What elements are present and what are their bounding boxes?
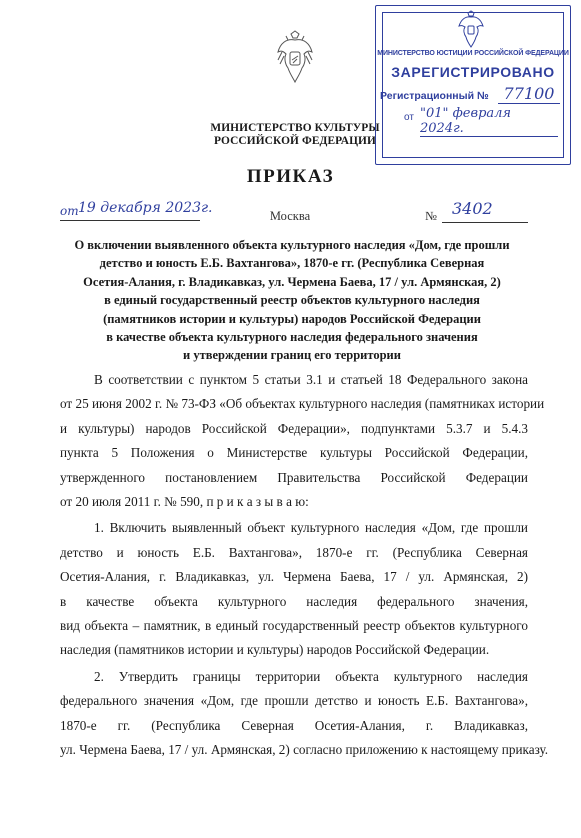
item-2-paragraph xyxy=(60,665,549,763)
order-date-prefix: от xyxy=(60,204,79,218)
body-line: пункта 5 Положения о Министерстве культуры Российской Федерации, xyxy=(60,445,528,461)
ministry-line-2: РОССИЙСКОЙ ФЕДЕРАЦИИ xyxy=(214,135,376,147)
body-line: детство и юность Е.Б. Вахтангова», 1870-е гг. (Республика Северная xyxy=(60,544,528,560)
stamp-date-label: от xyxy=(404,112,414,123)
body-line: В соответствии с пунктом 5 статьи 3.1 и статьей 18 Федерального закона xyxy=(94,372,528,387)
body-line: вид объекта – памятник, в единый государственный реестр объектов культурного xyxy=(60,618,528,634)
heading-line: в качестве объекта культурного наследия федерального значения xyxy=(106,330,478,345)
ministry-line-1: МИНИСТЕРСТВО КУЛЬТУРЫ xyxy=(210,122,380,134)
body-line: 2. Утвердить границы территории объекта культурного наследия xyxy=(94,668,528,684)
stamp-date: "01" февраля 2024г. xyxy=(420,106,558,137)
heading-line: О включении выявленного объекта культурного наследия «Дом, где прошли xyxy=(74,238,510,252)
body-line: от 25 июня 2002 г. № 73-ФЗ «Об объектах культурного наследия (памятниках истории xyxy=(60,396,545,412)
heading-line: Осетия-Алания, г. Владикавказ, ул. Чермена Баева, 17 / ул. Армянская, 2) xyxy=(83,274,501,289)
preamble-paragraph xyxy=(60,368,545,514)
body-line: 1. Включить выявленный объект культурного наследия «Дом, где прошли xyxy=(94,520,528,536)
stamp-reg-number: 77100 xyxy=(498,84,560,104)
body-line: федерального значения «Дом, где прошли детство и юность Е.Б. Вахтангова», xyxy=(60,693,528,709)
body-line: от 20 июля 2011 г. № 590, п р и к а з ы в а ю: xyxy=(60,494,309,510)
ministry-name xyxy=(200,122,390,148)
coat-of-arms-icon xyxy=(274,30,316,84)
body-line: и культуры) народов Российской Федерации», подпунктами 5.3.7 и 5.4.3 xyxy=(60,420,528,436)
item-1-paragraph xyxy=(60,516,528,662)
body-line: ул. Чермена Баева, 17 / ул. Армянская, 2) согласно приложению к настоящему приказу. xyxy=(60,742,549,758)
order-number-label: № xyxy=(425,209,437,223)
body-line: утвержденного постановлением Правительства Российской Федерации xyxy=(60,469,528,485)
order-body xyxy=(60,368,549,765)
order-city: Москва xyxy=(269,209,311,223)
heading-line: и утверждении границ его территории xyxy=(183,348,401,363)
stamp-emblem-icon xyxy=(456,10,486,48)
registration-stamp xyxy=(375,5,571,165)
heading-line: детство и юность Е.Б. Вахтангова», 1870-е гг. (Республика Северная xyxy=(99,256,485,271)
heading-line: в единый государственный реестр объектов культурного наследия xyxy=(104,293,480,308)
body-line: в качестве объекта культурного наследия федерального значения, xyxy=(60,593,528,609)
body-line: наследия (памятников истории и культуры) народов Российской Федерации. xyxy=(60,642,490,658)
stamp-organization: МИНИСТЕРСТВО ЮСТИЦИИ РОССИЙСКОЙ ФЕДЕРАЦИИ xyxy=(377,50,569,57)
order-heading xyxy=(56,236,528,365)
body-line: Осетия-Алания, г. Владикавказ, ул. Чермена Баева, 17 / ул. Армянская, 2) xyxy=(60,569,528,585)
stamp-reg-number-label: Регистрационный № xyxy=(380,90,489,102)
order-number: 3402 xyxy=(452,199,493,218)
body-line: 1870-е гг. (Республика Северная Осетия-Алания, г. Владикавказ, xyxy=(60,717,528,733)
order-date: 19 декабря 2023г. xyxy=(78,200,213,216)
stamp-registered: ЗАРЕГИСТРИРОВАНО xyxy=(391,64,555,80)
heading-line: (памятников истории и культуры) народов Российской Федерации xyxy=(103,311,481,326)
document-title: ПРИКАЗ xyxy=(246,166,335,187)
